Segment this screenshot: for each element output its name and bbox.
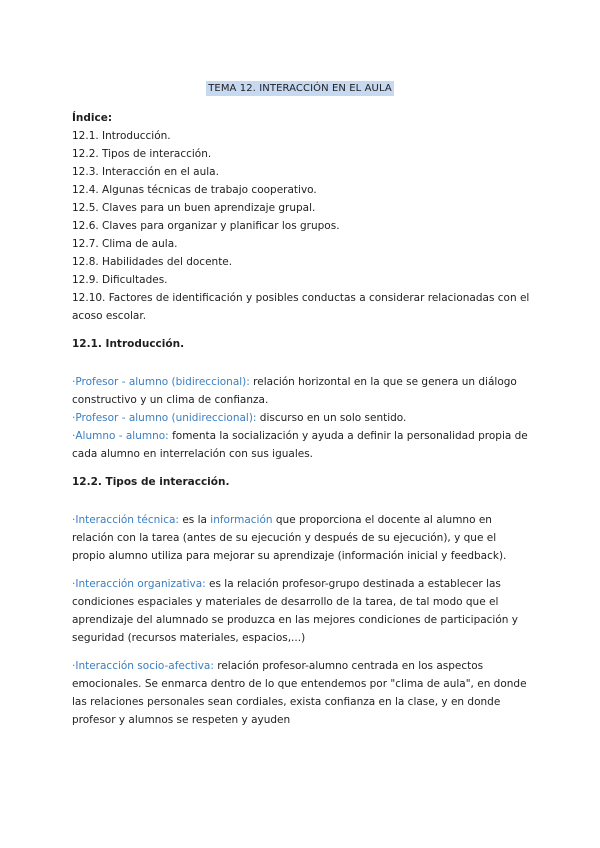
index-item: 12.6. Claves para organizar y planificar los grupos. xyxy=(72,220,340,232)
index-item: 12.9. Dificultades. xyxy=(72,274,168,286)
document-title: TEMA 12. INTERACCIÓN EN EL AULA xyxy=(208,83,392,94)
interaction-item xyxy=(72,409,532,427)
interaction-term: Profesor - alumno (bidireccional): xyxy=(75,376,250,388)
index-item: 12.2. Tipos de interacción. xyxy=(72,148,212,160)
interaction-item xyxy=(72,373,532,409)
section-heading-tipos: 12.2. Tipos de interacción. xyxy=(72,476,230,488)
interaction-description: que proporciona el docente al alumno en relación con la tarea (antes de su ejecución y después de su ejecución), y que el propio alumno utiliza para mejorar su aprendizaje (información inicial y feedback). xyxy=(72,514,507,562)
interaction-term: Interacción organizativa: xyxy=(75,578,206,590)
section-heading-introduccion: 12.1. Introducción. xyxy=(72,338,185,350)
bullet: · xyxy=(72,412,76,424)
bullet: · xyxy=(72,578,76,590)
index-item: 12.1. Introducción. xyxy=(72,130,171,142)
interaction-term: Profesor - alumno (unidireccional): xyxy=(75,412,257,424)
bullet: · xyxy=(72,514,76,526)
interaction-description: es la relación profesor-grupo destinada a establecer las condiciones espaciales y materiales de desarrollo de la tarea, de tal modo que el aprendizaje del alumnado se produzca en las mejores condiciones de participación y seguridad (recursos materiales, espacios,...) xyxy=(72,578,518,644)
interaction-description: es la xyxy=(178,514,211,526)
interaction-term: Interacción técnica: xyxy=(75,514,179,526)
interaction-term: Interacción socio-afectiva: xyxy=(75,660,214,672)
interaction-term: Alumno - alumno: xyxy=(75,430,169,442)
bullet: · xyxy=(72,660,76,672)
index-heading: Índice: xyxy=(72,112,113,124)
interaction-type-item xyxy=(72,657,532,729)
highlighted-word: información xyxy=(210,514,273,526)
index-list xyxy=(72,127,532,325)
interaction-description: fomenta la socialización y ayuda a definir la personalidad propia de cada alumno en interrelación con sus iguales. xyxy=(72,430,528,460)
interaction-item xyxy=(72,427,532,463)
index-item: 12.10. Factores de identificación y posibles conductas a considerar relacionadas con el acoso escolar. xyxy=(72,292,530,322)
bullet: · xyxy=(72,376,76,388)
interaction-description: relación horizontal en la que se genera un diálogo constructivo y un clima de confianza. xyxy=(72,376,517,406)
index-item: 12.3. Interacción en el aula. xyxy=(72,166,219,178)
bullet: · xyxy=(72,430,76,442)
index-item: 12.4. Algunas técnicas de trabajo cooperativo. xyxy=(72,184,317,196)
interaction-type-item xyxy=(72,575,532,647)
interaction-description: discurso en un solo sentido. xyxy=(256,412,407,424)
index-item: 12.8. Habilidades del docente. xyxy=(72,256,233,268)
title-wrapper xyxy=(0,76,600,96)
index-item: 12.5. Claves para un buen aprendizaje grupal. xyxy=(72,202,316,214)
interaction-type-item xyxy=(72,511,532,565)
interaction-description: relación profesor-alumno centrada en los aspectos emocionales. Se enmarca dentro de lo que entendemos por "clima de aula", en donde las relaciones personales sean cordiales, exista confianza en la clase, y en donde profesor y alumnos se respeten y ayuden xyxy=(72,660,527,726)
document-body xyxy=(72,109,532,729)
index-item: 12.7. Clima de aula. xyxy=(72,238,178,250)
